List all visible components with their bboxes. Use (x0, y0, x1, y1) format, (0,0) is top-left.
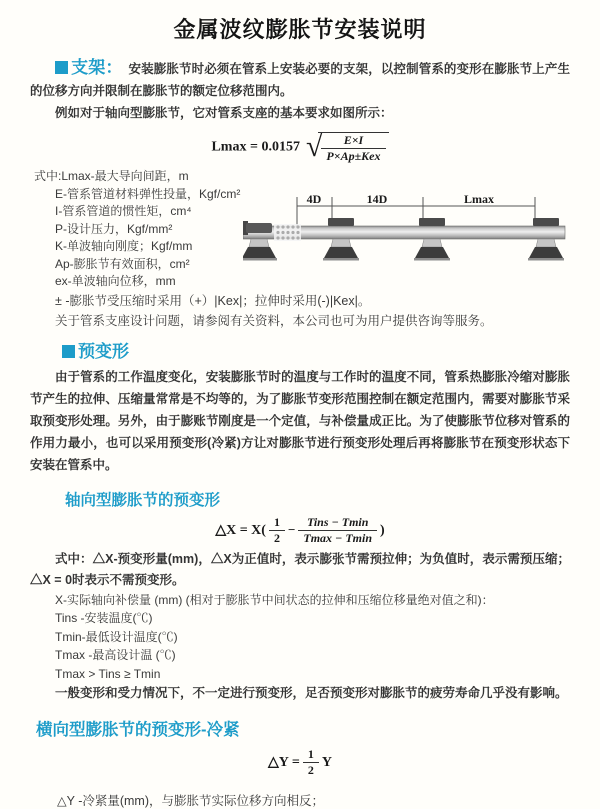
anchor-support (243, 221, 277, 261)
predeform-notes (0, 549, 600, 705)
note-line: Tmax -最高设计温 (℃) (55, 648, 176, 662)
note-line: X-实际轴向补偿量 (mm) (相对于膨胀节中间状态的拉伸和压缩位移量绝对值之和)： (55, 592, 494, 607)
fraction-denominator: 2 (307, 763, 314, 777)
note-line: Tins -安装温度(℃) (55, 611, 153, 625)
temperature-fraction (298, 516, 377, 545)
page-title: 金属波纹膨胀节安装说明 (173, 17, 427, 42)
bellows-icon (274, 224, 301, 241)
fraction-numerator: 1 (303, 748, 319, 763)
lateral-subsection-title: 横向型膨胀节的预变形-冷紧 (36, 721, 240, 739)
delta-x-formula (0, 516, 600, 545)
sqrt-body (318, 132, 388, 163)
pipe-support-diagram (243, 190, 573, 285)
lateral-note: △Y -冷紧量(mm)，与膨胀节实际位移方向相反； (57, 794, 325, 808)
support-section-title: 支架： (71, 58, 123, 77)
support-consulting-note: 关于管系支座设计问题，请参阅有关资料，本公司也可为用户提供咨询等服务。 (55, 313, 493, 328)
predeform-section-title: 预变形 (78, 341, 129, 361)
fraction-denominator: Tmax − Tmin (303, 530, 372, 545)
lmax-formula (0, 130, 600, 164)
support-intro-paragraph (30, 57, 570, 102)
variable-line: ex-单波轴向位移，mm (55, 274, 176, 288)
fraction-denominator: 2 (273, 530, 280, 545)
formula-fraction (321, 134, 385, 163)
formula-rhs: Y (321, 755, 332, 771)
note-line: 式中：△X-预变形量(mm)，△X为正值时，表示膨张节需预拉伸；为负值时，表示需预压缩；△X = 0时表示不需预变形。 (30, 551, 570, 587)
predeform-section-header (30, 341, 570, 364)
note-line: 一般变形和受力情况下，不一定进行预变形，足否预变形对膨胀节的疲劳寿命几乎没有影响。 (55, 686, 568, 700)
variable-line: K-单波轴向刚度；Kgf/mm (55, 239, 193, 253)
sqrt-radical-icon: √ (305, 130, 323, 163)
support-example-text: 例如对于轴向型膨胀节，它对管系支座的基本要求如图所示： (55, 106, 393, 120)
closing-paren: ) (380, 522, 385, 538)
variable-line: Ap-膨胀节有效面积，cm² (55, 256, 190, 271)
half-fraction (269, 516, 285, 545)
variable-line: E-管系管道材料弹性投量，Kgf/cm² (55, 186, 241, 201)
fraction-numerator: Tins − Tmin (298, 516, 377, 531)
fraction-numerator: 1 (269, 516, 285, 531)
formula-numerator: E×I (321, 134, 385, 149)
delta-y-formula (0, 748, 600, 777)
formula-denominator: P×Ap±Kex (326, 148, 381, 163)
variable-line: P-设计压力，Kgf/mm² (55, 221, 173, 236)
variable-line: I-管系管道的惯性矩，cm⁴ (55, 204, 192, 218)
support-intro-text: 安装膨胀节时必须在管系上安装必要的支架，以控制管系的变形在膨胀节上产生的位移方向并限制在膨胀节的额定位移范围内。 (30, 62, 570, 98)
variable-line: 式中:Lmax-最大导向间距，m (34, 169, 189, 183)
dim-label-lmax: Lmax (464, 192, 494, 206)
predeform-paragraph: 由于管系的工作温度变化，安装膨胀节时的温度与工作时的温度不同，管系热膨胀冷缩对膨胀节产生的拉伸、压缩量常常是不均等的，为了膨胀节变形范围控制在额定范围内，需要对膨胀节采取预变形处理。另外，由于膨账节刚度是一个定值，与补偿量成正比。为了使膨胀节位移对管系的作用力最小，也可以采用预变形(冷紧)方让对膨胀节进行预变形处理后再将膨胀节在预变形状态下安装在管系中。 (30, 369, 570, 472)
note-line: Tmin-最低设计温度(℃) (55, 629, 178, 644)
axial-subsection-title: 轴向型膨胀节的预变形 (65, 491, 221, 509)
variable-line: ± -膨胀节受压缩时采用（+）|Kex|；拉伸时采用(-)|Kex|。 (55, 293, 371, 308)
formula-lhs: △Y = (268, 755, 300, 771)
half-fraction (303, 748, 319, 777)
minus-operator: − (287, 521, 296, 537)
formula-lhs: △X = X( (215, 522, 266, 538)
section-bullet-icon (62, 345, 75, 358)
note-line: Tmax > Tins ≥ Tmin (55, 666, 161, 681)
dim-label-14d: 14D (366, 192, 388, 206)
section-bullet-icon (55, 61, 68, 74)
formula-lhs: Lmax = 0.0157 (211, 139, 300, 155)
dim-label-4d: 4D (306, 192, 322, 206)
